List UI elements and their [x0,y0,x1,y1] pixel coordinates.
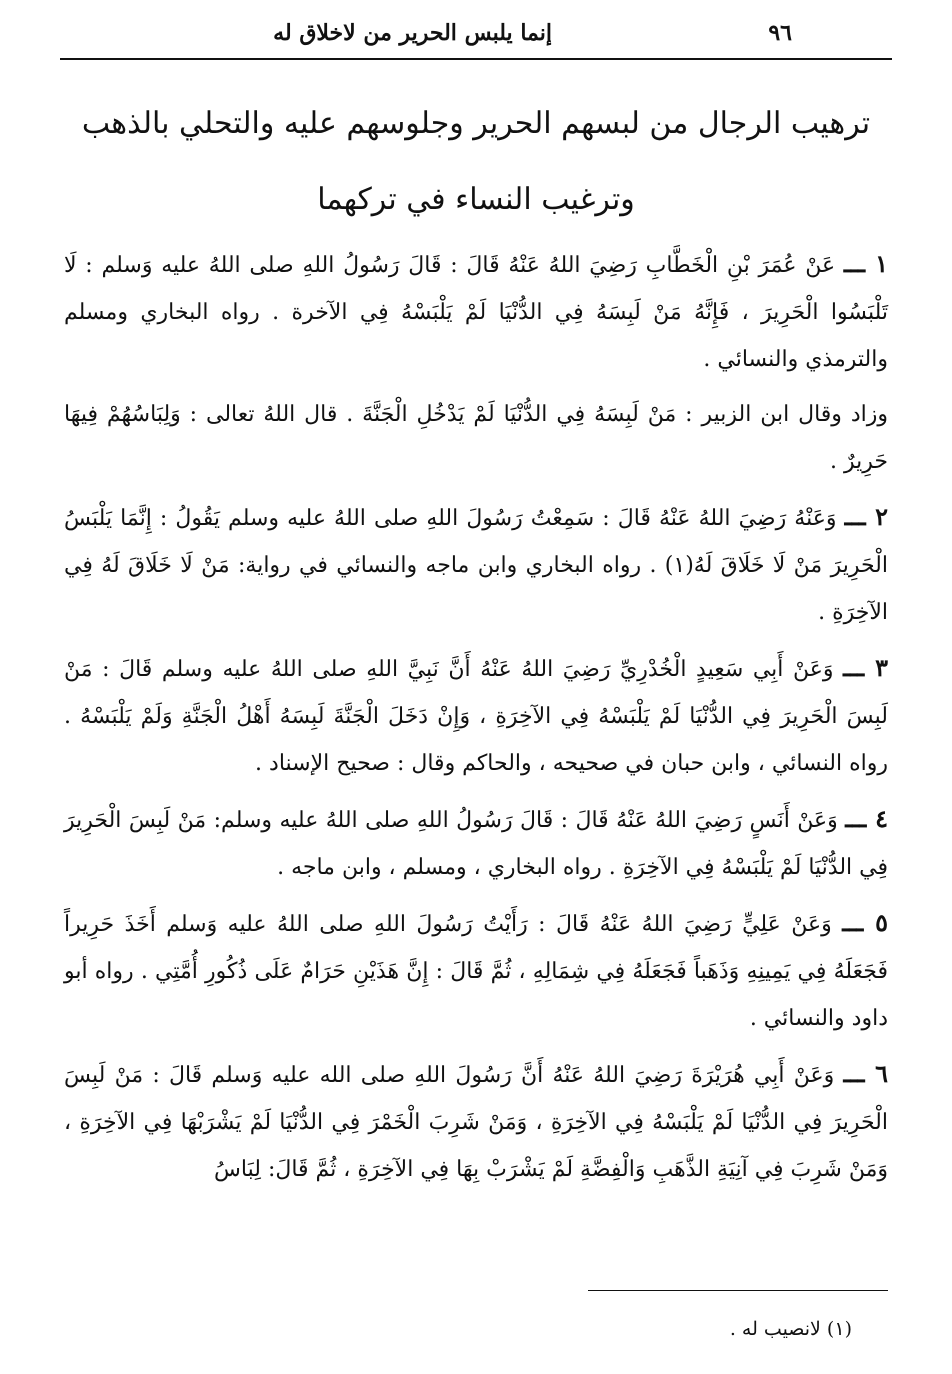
paragraph-number: ١ ـــ [843,249,888,278]
hadith-paragraph-3 [64,644,888,787]
header-rule [60,58,892,60]
chapter-title-line-2: وترغيب النساء في تركهما [317,182,635,217]
paragraph-text: وَعَنْهُ رَضِيَ اللهُ عَنْهُ قَالَ : سَمِعْتُ رَسُولَ اللهِ صلى اللهُ عليه وسلم يَقُولُ : إِنَّمَا يَلْبَسُ الْحَرِيرَ مَنْ لَا خَلَاقَ لَهُ(١) . رواه البخاري وابن ماجه والنسائي في رواية: مَنْ لَا خَلَاقَ لَهُ فِي الآخِرَةِ . [64,506,888,625]
paragraph-number: ٤ ـــ [845,804,888,833]
paragraph-number: ٣ ـــ [843,653,888,682]
paragraph-text: وَعَنْ أَبِي سَعِيدٍ الْخُدْرِيِّ رَضِيَ اللهُ عَنْهُ أَنَّ نَبِيَّ اللهِ صلى اللهُ عليه وسلم قَالَ : مَنْ لَبِسَ الْحَرِيرَ فِي الدُّنْيَا لَمْ يَلْبَسْهُ فِي الآخِرَةِ ، وَإِنْ دَخَلَ الْجَنَّةَ لَبِسَهُ أَهْلُ الْجَنَّةِ وَلَمْ يَلْبَسْهُ . رواه النسائي ، وابن حبان في صحيحه ، والحاكم وقال : صحيح الإسناد . [64,657,888,776]
paragraph-text: وزاد وقال ابن الزبير : مَنْ لَبِسَهُ فِي الدُّنْيَا لَمْ يَدْخُلِ الْجَنَّةَ . قال اللهُ تعالى : وَلِبَاسُهُمْ فِيهَا حَرِيرٌ . [64,402,888,474]
hadith-paragraph-2 [64,493,888,636]
paragraph-text: عَنْ عُمَرَ بْنِ الْخَطَّابِ رَضِيَ اللهُ عَنْهُ قَالَ : قَالَ رَسُولُ اللهِ صلى اللهُ عليه وَسلم : لَا تَلْبَسُوا الْحَرِيرَ ، فَإِنَّهُ مَنْ لَبِسَهُ فِي الدُّنْيَا لَمْ يَلْبَسْهُ فِي الآخرة . رواه البخاري ومسلم والترمذي والنسائي . [64,253,888,372]
footnote: (١) لانصيب له . [729,1318,852,1340]
running-title: إنما يلبس الحرير من لاخلاق له [273,20,552,46]
hadith-paragraph-6 [64,1050,888,1193]
hadith-paragraph-4 [64,795,888,891]
paragraph-number: ٥ ـــ [842,908,889,937]
hadith-addition [64,391,888,485]
paragraph-text: وَعَنْ عَلِيٍّ رَضِيَ اللهُ عَنْهُ قَالَ : رَأَيْتُ رَسُولَ اللهِ صلى اللهُ عليه وَسلم أَخَذَ حَرِيراً فَجَعَلَهُ فِي يَمِينِهِ وَذَهَباً فَجَعَلَهُ فِي شِمَالِهِ ، ثُمَّ قَالَ : إِنَّ هَذَيْنِ حَرَامٌ عَلَى ذُكُورِ أُمَّتِي . رواه أبو داود والنسائي . [64,912,888,1031]
footnote-rule [588,1290,888,1291]
hadith-paragraph-5 [64,899,888,1042]
paragraph-text: وَعَنْ أَبِي هُرَيْرَةَ رَضِيَ اللهُ عَنْهُ أَنَّ رَسُولَ اللهِ صلى الله عليه وَسلم قَالَ : مَنْ لَبِسَ الْحَرِيرَ فِي الدُّنْيَا لَمْ يَلْبَسْهُ فِي الآخِرَةِ ، وَمَنْ شَرِبَ الْخَمْرَ فِي الدُّنْيَا لَمْ يَشْرَبْهَا فِي الآخِرَةِ ، وَمَنْ شَرِبَ فِي آنِيَةِ الذَّهَبِ وَالْفِضَّةِ لَمْ يَشْرَبْ بِهَا فِي الآخِرَةِ ، ثُمَّ قَالَ: لِبَاسُ [64,1063,888,1182]
page-number: ٩٦ [768,20,792,46]
chapter-title [60,86,892,238]
hadith-paragraph-1 [64,240,888,383]
running-header [60,14,892,54]
paragraph-number: ٢ ـــ [844,502,888,531]
chapter-title-line-1: ترهيب الرجال من لبسهم الحرير وجلوسهم عليه والتحلي بالذهب [81,106,871,141]
paragraph-number: ٦ ـــ [843,1059,888,1088]
body-text [64,240,888,1201]
paragraph-text: وَعَنْ أَنَسٍ رَضِيَ اللهُ عَنْهُ قَالَ : قَالَ رَسُولُ اللهِ صلى اللهُ عليه وسلم: مَنْ لَبِسَ الْحَرِيرَ فِي الدُّنْيَا لَمْ يَلْبَسْهُ فِي الآخِرَةِ . رواه البخاري ، ومسلم ، وابن ماجه . [64,808,888,880]
